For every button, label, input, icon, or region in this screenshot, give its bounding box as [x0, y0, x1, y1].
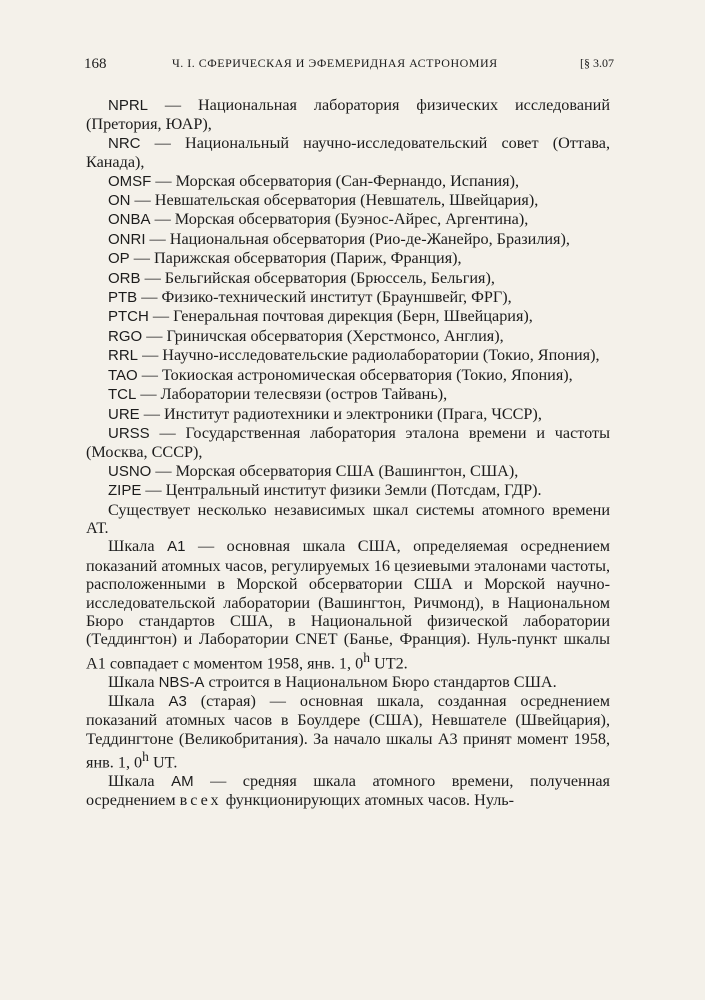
paragraph-at-scales: Существует несколько независимых шкал системы атомного времени АТ. — [86, 500, 610, 537]
abbreviation-entry: TAO — Токиоская астрономическая обсерватория (Токио, Япония), — [108, 365, 573, 384]
page-body — [86, 96, 610, 810]
abbreviation-entry: URSS — Государственная лаборатория эталона времени и частоты (Москва, СССР), — [86, 423, 610, 462]
section-number: [§ 3.07 — [580, 56, 614, 70]
abbreviation-entry: OP — Парижская обсерватория (Париж, Франция), — [108, 249, 462, 268]
abbreviation-entry: ORB — Бельгийская обсерватория (Брюссель, Бельгия), — [108, 268, 495, 287]
abbreviation-list — [86, 96, 610, 501]
paragraph-scale-nbs-a: Шкала NBS-A строится в Национальном Бюро стандартов США. — [108, 672, 557, 691]
abbreviation-entry: OMSF — Морская обсерватория (Сан-Фернандо, Испания), — [108, 171, 520, 190]
paragraph-scale-a1: Шкала A1 — основная шкала США, определяемая осреднением показаний атомных часов, регулируемых 16 цезиевыми эталонами частоты, расположенными в Морской обсерватории США и Морской научно-исследовательской лаборатории (Вашингтон, Ричмонд), в Национальном Бюро стандартов США, в Национальной физической лаборатории (Теддингтон) и Лаборатории CNET (Банье, Франция). Нуль-пункт шкалы A1 совпадает с моментом 1958, янв. 1, 0$^h$ UT2. — [86, 537, 610, 673]
abbreviation-entry: NRC — Национальный научно-исследовательский совет (Оттава, Канада), — [86, 133, 610, 172]
abbreviation-entry: RGO — Гриничская обсерватория (Херстмонсо, Англия), — [108, 326, 504, 345]
abbreviation-entry: ONRI — Национальная обсерватория (Рио-де-Жанейро, Бразилия), — [108, 229, 570, 248]
abbreviation-entry: PTCH — Генеральная почтовая дирекция (Берн, Швейцария), — [108, 307, 533, 326]
abbreviation-entry: RRL — Научно-исследовательские радиолаборатории (Токио, Япония), — [108, 346, 600, 365]
running-title: Ч. I. СФЕРИЧЕСКАЯ И ЭФЕМЕРИДНАЯ АСТРОНОМИЯ — [172, 56, 498, 70]
abbreviation-entry: ZIPE — Центральный институт физики Земли (Потсдам, ГДР). — [108, 481, 542, 500]
paragraph-scale-a3: Шкала A3 (старая) — основная шкала, созданная осреднением показаний атомных часов в Боулдере (США), Невшателе (Швейцария), Теддингтоне (Великобритания). За начало шкалы A3 принят момент 1958, янв. 1, 0$^h$ UT. — [86, 691, 610, 772]
page-number: 168 — [84, 56, 107, 72]
page-header — [84, 56, 614, 76]
abbreviation-entry: ONBA — Морская обсерватория (Буэнос-Айрес, Аргентина), — [108, 210, 529, 229]
abbreviation-entry: URE — Институт радиотехники и электроники (Прага, ЧССР), — [108, 404, 542, 423]
abbreviation-entry: TCL — Лаборатории телесвязи (остров Тайвань), — [108, 385, 448, 404]
abbreviation-entry: NPRL — Национальная лаборатория физических исследований (Претория, ЮАР), — [86, 96, 610, 134]
paragraph-scale-am: Шкала AM — средняя шкала атомного времени, полученная осреднением всех функционирующих атомных часов. Нуль- — [86, 772, 610, 810]
abbreviation-entry: PTB — Физико-технический институт (Брауншвейг, ФРГ), — [108, 288, 512, 307]
abbreviation-entry: USNO — Морская обсерватория США (Вашингтон, США), — [108, 461, 519, 480]
abbreviation-entry: ON — Невшательская обсерватория (Невшатель, Швейцария), — [108, 191, 539, 210]
